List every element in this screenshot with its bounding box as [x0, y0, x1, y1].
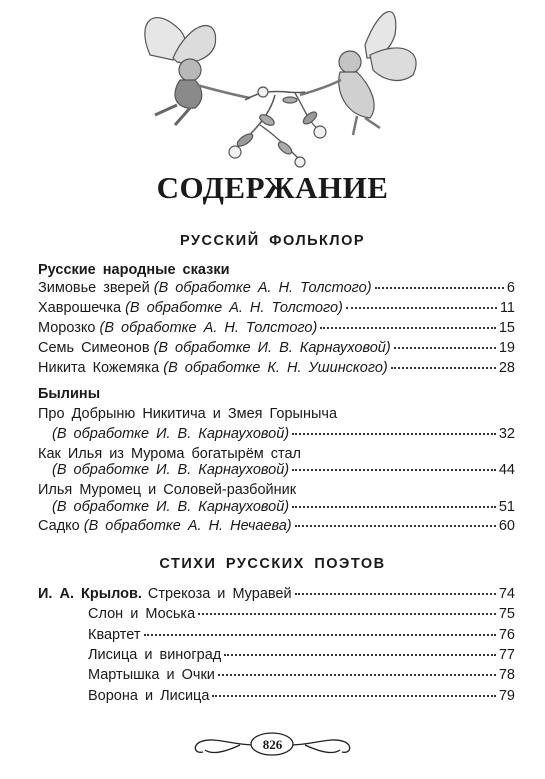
page-ref: 74	[498, 586, 515, 602]
dot-leader	[212, 695, 495, 697]
dot-leader	[198, 613, 496, 615]
toc-entry[interactable]: Зимовье зверей (В обработке А. Н. Толстого) 6	[38, 280, 515, 296]
toc-entry-title[interactable]: Про Добрыню Никитича и Змея Горыныча	[38, 406, 338, 422]
author-name: И. А. Крылов.	[38, 586, 142, 602]
section-title-folklore: РУССКИЙ ФОЛЬКЛОР	[179, 233, 366, 249]
page-title: СОДЕРЖАНИЕ	[156, 170, 389, 205]
page-ref: 11	[499, 300, 515, 316]
dot-leader	[320, 327, 496, 329]
toc-entry[interactable]: Никита Кожемяка (В обработке К. Н. Ушинского) 28	[38, 360, 515, 376]
page-ref: 6	[506, 280, 515, 296]
page-ref: 44	[498, 462, 515, 478]
dot-leader	[144, 634, 496, 636]
page-ref: 75	[498, 606, 515, 622]
fairies-illustration	[95, 0, 455, 170]
dot-leader	[292, 506, 496, 508]
toc-entry[interactable]: Морозко (В обработке А. Н. Толстого) 15	[38, 320, 515, 336]
toc-entry[interactable]: Лисица и виноград 77	[88, 647, 515, 663]
toc-entry-title[interactable]: Илья Муромец и Соловей-разбойник	[38, 482, 297, 498]
page-ref: 78	[498, 667, 515, 683]
page-ref: 79	[498, 688, 515, 704]
subheading-fairy-tales: Русские народные сказки	[38, 262, 230, 278]
toc-entry-title[interactable]: Как Илья из Мурома богатырём стал	[38, 446, 302, 462]
toc-entry[interactable]: Семь Симеонов (В обработке И. В. Карнауховой) 19	[38, 340, 515, 356]
dot-leader	[346, 307, 497, 309]
toc-entry[interactable]: Слон и Моська 75	[88, 606, 515, 622]
page-ref: 32	[498, 426, 515, 442]
dot-leader	[292, 433, 496, 435]
page-ref: 76	[498, 627, 515, 643]
toc-entry[interactable]: Садко (В обработке А. Н. Нечаева) 60	[38, 518, 515, 534]
dot-leader	[218, 674, 496, 676]
dot-leader	[295, 525, 496, 527]
toc-entry[interactable]: Мартышка и Очки 78	[88, 667, 515, 683]
page-ref: 60	[498, 518, 515, 534]
dot-leader	[391, 367, 496, 369]
section-title-poets: СТИХИ РУССКИХ ПОЭТОВ	[159, 556, 386, 572]
toc-entry-continuation[interactable]: (В обработке И. В. Карнауховой) 44	[52, 462, 515, 478]
toc-entry[interactable]: Хаврошечка (В обработке А. Н. Толстого) 11	[38, 300, 515, 316]
toc-entry[interactable]: Ворона и Лисица 79	[88, 688, 515, 704]
toc-entry[interactable]: И. А. Крылов. Стрекоза и Муравей 74	[38, 586, 515, 602]
subheading-bylinas: Былины	[38, 386, 101, 402]
toc-entry-continuation[interactable]: (В обработке И. В. Карнауховой) 51	[52, 499, 515, 515]
dot-leader	[394, 347, 496, 349]
page-ref: 28	[498, 360, 515, 376]
page-ref: 77	[498, 647, 515, 663]
page-ref: 19	[498, 340, 515, 356]
page-ref: 51	[498, 499, 515, 515]
page-number: 826	[262, 737, 283, 752]
toc-entry[interactable]: Квартет 76	[88, 627, 515, 643]
page-ref: 15	[498, 320, 515, 336]
dot-leader	[292, 469, 496, 471]
toc-entry-continuation[interactable]: (В обработке И. В. Карнауховой) 32	[52, 426, 515, 442]
dot-leader	[375, 287, 504, 289]
dot-leader	[224, 654, 496, 656]
dot-leader	[295, 593, 496, 595]
